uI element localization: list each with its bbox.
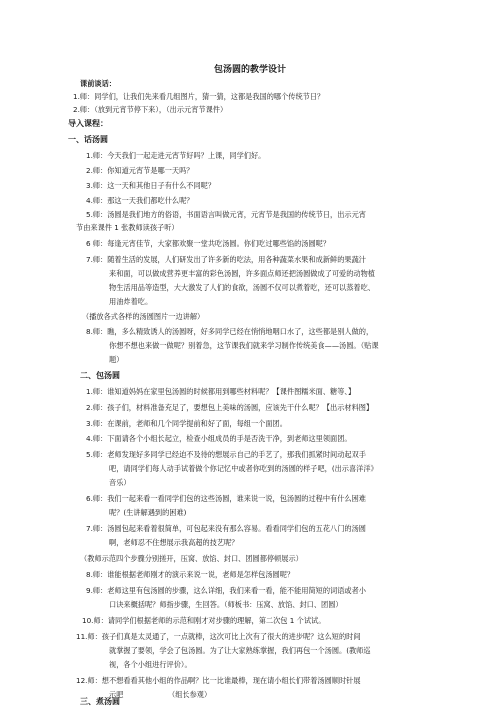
section-2-item-11-line-2: 就掌握了要领，学会了包汤圆。为了让大家熟练掌握，我们再包一个汤圆。(教师巡 bbox=[109, 646, 371, 655]
section-1-item-3: 3.师：这一天和其他日子有什么不同呢？ bbox=[86, 181, 216, 190]
section-2-item-7-line-1: 7.师：汤圆包起来看着很简单，可包起来没有那么容易。看看同学们包的五花八门的汤圆 bbox=[86, 524, 366, 533]
section-2-heading: 二、包汤圆 bbox=[80, 371, 120, 380]
section-2-item-6-line-2: 呢？(生讲解遇到的困难) bbox=[109, 508, 187, 517]
section-1-item-5-line-1: 5.师：汤圆是我们地方的俗语，书面语言叫做元宵，元宵节是我国的传统节日，出示元宵 bbox=[86, 210, 366, 219]
section-2-item-10: 10.师：请同学们根据老师的示范和刚才对步骤的理解，第二次包 1 个试试。 bbox=[82, 616, 326, 625]
section-1-item-7-line-3: 物生活用品等造型，大大激发了人们的食欲，汤圆不仅可以煮着吃，还可以蒸着吃、 bbox=[109, 283, 375, 292]
section-2-item-5-line-2: 吧，请同学们每人动手试着做个你记忆中或者你吃到的汤圆的样子吧，(出示喜洋洋》 bbox=[109, 464, 378, 473]
section-1-item-4: 4.师：那这一天我们都吃什么呢？ bbox=[86, 196, 194, 205]
section-2-item-12-line-1: 12.师：想不想看看其他小组的作品啊？比一比谁最棒，现在请小组长们带着汤圆顺时针展 bbox=[76, 676, 361, 685]
section-1-item-7-line-1: 7.师：随着生活的发展，人们研发出了许多新的吃法，用各种蔬菜水果和成新鲜的果蔬汁 bbox=[86, 255, 366, 264]
section-1-heading: 一、话汤圆 bbox=[68, 135, 108, 144]
section-1-item-8-line-2: 你想不想也来做一做呢？别着急，这节课我们就来学习制作传统美食——汤圆。（贴课 bbox=[109, 341, 379, 350]
section-2-item-3: 3.师：在课前，老师和几个同学提前和好了面，每组一个面团。 bbox=[86, 419, 287, 428]
section-2-item-6-line-1: 6.师：我们一起来看一看同学们包的这些汤圆，谁来说一说，包汤圆的过程中有什么困难 bbox=[86, 494, 366, 503]
section-1-item-2: 2.师：你知道元宵节是哪一天吗？ bbox=[86, 166, 194, 175]
pre-class-heading: 课前谈话： bbox=[80, 79, 116, 88]
section-3-heading: 三、煮汤圆 bbox=[80, 697, 120, 706]
section-1-item-1: 1.师：今天我们一起走进元宵节好吗？上课，同学们好。 bbox=[86, 151, 266, 160]
section-2-item-7-line-2: 啊，老师忍不住想展示我高超的技艺呢？ bbox=[109, 538, 239, 547]
section-2-item-2: 2.师：孩子们，材料准备充足了，要想包上美味的汤圆，应该先干什么呢？【出示材料图】 bbox=[86, 403, 374, 412]
section-2-item-12-aside: （组长参观） bbox=[168, 690, 212, 699]
section-1-item-7-line-4: 用油炸着吃。 bbox=[109, 297, 153, 306]
section-2-item-9-line-1: 9.师：老师这里有包汤圆的步骤，这么详细，我们来看一看，能不能用简短的词语或者小 bbox=[86, 586, 366, 595]
section-2-item-4: 4.师：下面请各个小组长起立，检查小组成员的手是否洗干净，到老师这里领面团。 bbox=[86, 434, 352, 443]
section-1-item-7-line-2: 来和面，可以做成营养更丰富的彩色汤圆，许多面点师还把汤圆做成了可爱的动物植 bbox=[109, 269, 375, 278]
section-2-item-1: 1.师：谁知道妈妈在家里包汤圆的时候都用到哪些材料呢？【课件图糯米面、糖等、】 bbox=[86, 387, 356, 396]
document-title: 包汤圆的教学设计 bbox=[213, 65, 286, 75]
section-1-item-8-line-3: 题） bbox=[109, 355, 124, 364]
section-2-note: （教师示范四个步骤分别搓开，压窝、放馅、封口、团圆都停顿展示） bbox=[80, 554, 303, 563]
intro-heading: 导入课程： bbox=[68, 119, 108, 128]
section-2-item-11-line-1: 11.师：孩子们真是太灵通了，一点就棒，这次可比上次有了很大的进步呢？这么短的时间 bbox=[76, 632, 361, 641]
section-2-item-12-line-2: 示吧 bbox=[109, 690, 124, 699]
section-2-item-9-line-2: 口诀来概括呢？师指步骤，生回答。（师板书：压窝、放馅、封口、团圆） bbox=[109, 600, 343, 609]
section-1-item-5-line-2: 节由来课件 1 张教师读孩子听） bbox=[76, 223, 179, 232]
pre-class-paragraph-2: 2.师：（放到元宵节停下来），（出示元宵节课件） bbox=[73, 105, 228, 114]
section-2-item-11-line-3: 视，各个小组进行评价）。 bbox=[109, 660, 192, 669]
pre-class-paragraph-1: 1.师：同学们，让我们先来看几组图片，猜一猜，这都是我国的哪个传统节日？ bbox=[73, 92, 325, 101]
section-2-item-5-line-3: 音乐） bbox=[109, 478, 131, 487]
section-1-item-6: 6 师：每逢元宵佳节，大家都欢聚一堂共吃汤圆。你们吃过哪些馅的汤圆呢？ bbox=[86, 239, 331, 248]
section-2-item-8: 8.师：谁能根据老师刚才的演示来说一说，老师是怎样包汤圆呢？ bbox=[86, 570, 295, 579]
section-1-note: （播放各式各样的汤圆图片一边讲解） bbox=[82, 312, 205, 321]
section-2-item-5-line-1: 5.师：老师发现好多同学已经迫不及待的想展示自己的手艺了，那我们抓紧时间动起双手 bbox=[86, 450, 366, 459]
section-1-item-8-line-1: 8.师：瞧，多么精致诱人的汤圆呀，好多同学已经在悄悄地咽口水了，这些都是别人做的， bbox=[86, 327, 374, 336]
